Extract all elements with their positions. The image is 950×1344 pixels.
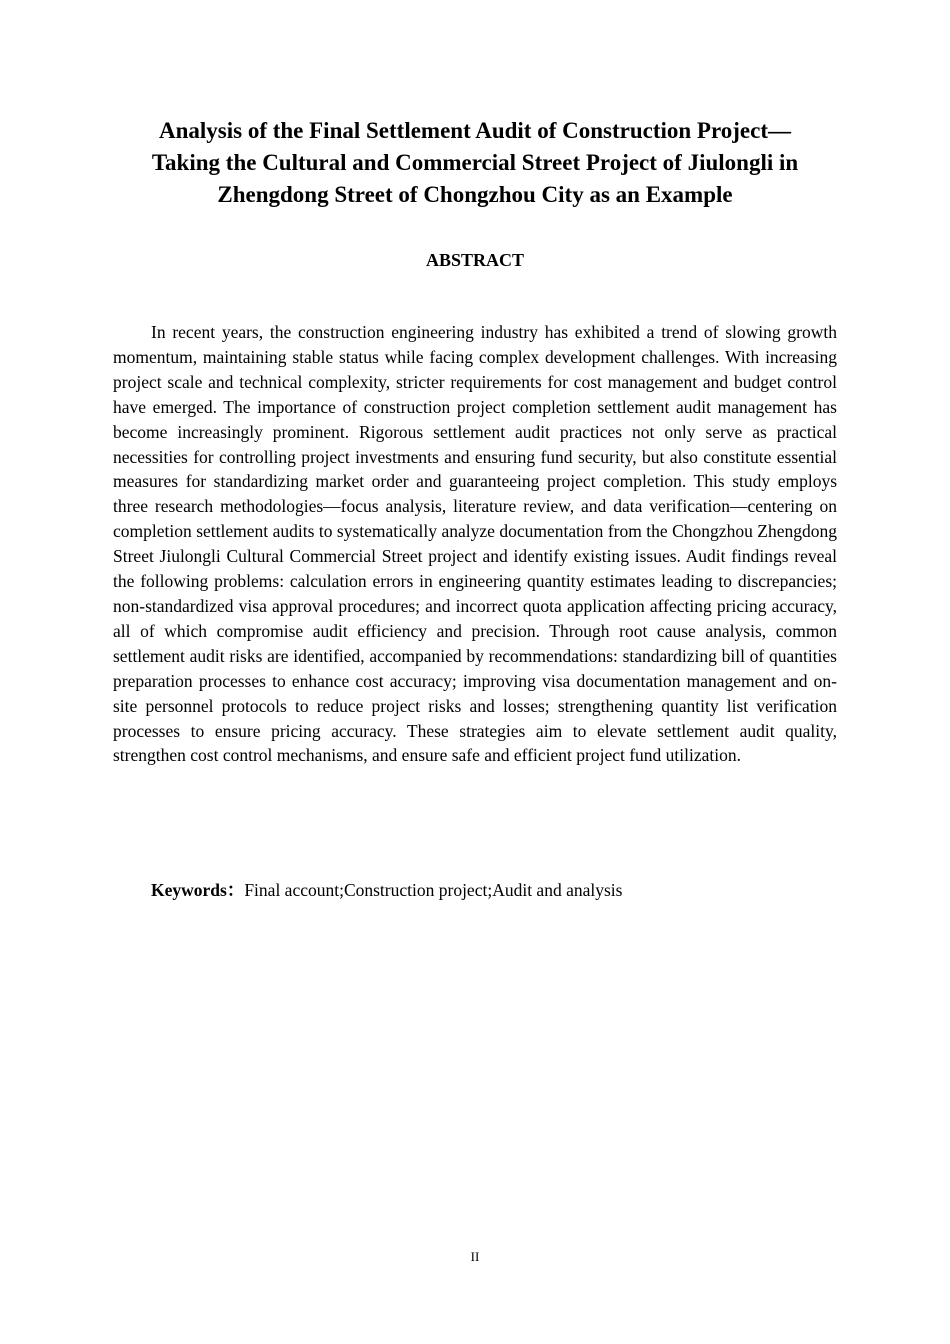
document-title [100,115,850,211]
title-line-1: Analysis of the Final Settlement Audit of Construction Project— [158,118,792,143]
title-line-3: Zhengdong Street of Chongzhou City as an Example [217,182,733,207]
abstract-paragraph: In recent years, the construction engineering industry has exhibited a trend of slowing growth momentum, maintaining stable status while facing complex development challenges. With increasing project scale and technical complexity, stricter requirements for cost management and budget control have emerged. The importance of construction project completion settlement audit management has become increasingly prominent. Rigorous settlement audit practices not only serve as practical necessities for controlling project investments and ensuring fund security, but also constitute essential measures for standardizing market order and guaranteeing project completion. This study employs three research methodologies—focus analysis, literature review, and data verification—centering on completion settlement audits to systematically analyze documentation from the Chongzhou Zhengdong Street Jiulongli Cultural Commercial Street project and identify existing issues. Audit findings reveal the following problems: calculation errors in engineering quantity estimates leading to discrepancies; non-standardized visa approval procedures; and incorrect quota application affecting pricing accuracy, all of which compromise audit efficiency and precision. Through root cause analysis, common settlement audit risks are identified, accompanied by recommendations: standardizing bill of quantities preparation processes to enhance cost accuracy; improving visa documentation management and on-site personnel protocols to reduce project risks and losses; strengthening quantity list verification processes to ensure pricing accuracy. These strategies aim to elevate settlement audit quality, strengthen cost control mechanisms, and ensure safe and efficient project fund utilization. [113,322,837,766]
keywords-line [151,878,622,902]
keywords-label: Keywords： [151,880,245,900]
title-line-2: Taking the Cultural and Commercial Street Project of Jiulongli in [151,150,799,175]
abstract-heading: ABSTRACT [425,250,525,270]
keywords-value: Final account;Construction project;Audit and analysis [244,880,623,900]
page-number: II [470,1249,480,1264]
